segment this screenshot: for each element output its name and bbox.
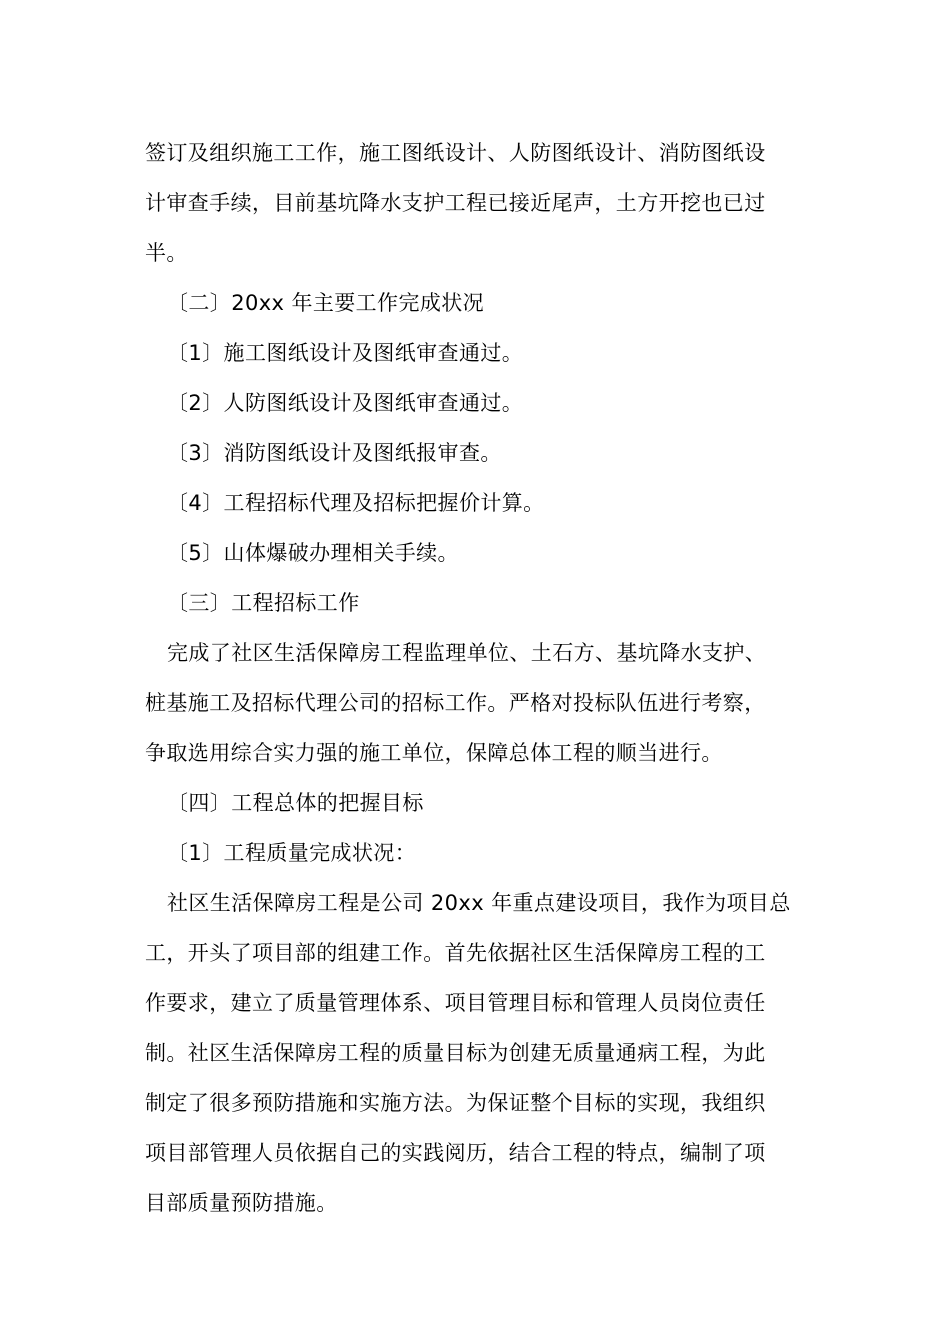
text-line: 社区生活保障房工程是公司 20xx 年重点建设项目，我作为项目总: [167, 891, 791, 915]
list-item: 〔1〕施工图纸设计及图纸审查通过。: [167, 341, 524, 365]
text-line: 工，开头了项目部的组建工作。首先依据社区生活保障房工程的工: [145, 941, 766, 965]
text-line: 完成了社区生活保障房工程监理单位、土石方、基坑降水支护、: [167, 641, 767, 665]
text-line: 目部质量预防措施。: [145, 1191, 338, 1215]
text-line: 作要求，建立了质量管理体系、项目管理目标和管理人员岗位责任: [145, 991, 766, 1015]
text-line: 计审查手续，目前基坑降水支护工程已接近尾声，土方开挖也已过: [145, 191, 766, 215]
list-item: 〔5〕山体爆破办理相关手续。: [167, 541, 459, 565]
text-line: 桩基施工及招标代理公司的招标工作。严格对投标队伍进行考察，: [145, 691, 766, 715]
section-heading-2: 〔二〕20xx 年主要工作完成状况: [167, 291, 485, 315]
text-line: 制。社区生活保障房工程的质量目标为创建无质量通病工程，为此: [145, 1041, 766, 1065]
text-line: 制定了很多预防措施和实施方法。为保证整个目标的实现，我组织: [145, 1091, 766, 1115]
text-line: 签订及组织施工工作，施工图纸设计、人防图纸设计、消防图纸设: [145, 141, 766, 165]
text-line: 争取选用综合实力强的施工单位，保障总体工程的顺当进行。: [145, 741, 723, 765]
section-heading-3: 〔三〕工程招标工作: [167, 591, 360, 615]
text-line: 项目部管理人员依据自己的实践阅历，结合工程的特点，编制了项: [145, 1141, 766, 1165]
section-heading-4: 〔四〕工程总体的把握目标: [167, 791, 424, 815]
list-item: 〔3〕消防图纸设计及图纸报审查。: [167, 441, 502, 465]
text-line: 半。: [145, 241, 188, 265]
document-page: [145, 128, 807, 1228]
list-item: 〔4〕工程招标代理及招标把握价计算。: [167, 491, 545, 515]
list-item: 〔1〕工程质量完成状况：: [167, 841, 417, 865]
list-item: 〔2〕人防图纸设计及图纸审查通过。: [167, 391, 524, 415]
